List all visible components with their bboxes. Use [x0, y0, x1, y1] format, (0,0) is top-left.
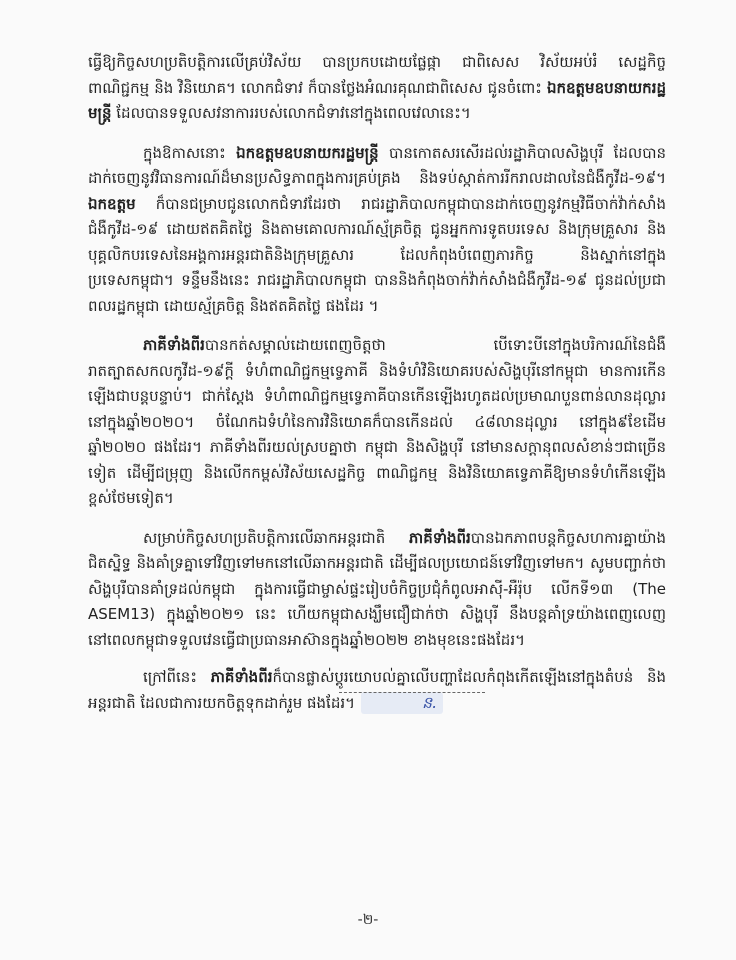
paragraph-5 — [88, 665, 666, 716]
text-run: ក្រៅពីនេះ — [143, 668, 211, 686]
text-run: ក៏បានផ្លាស់ប្តូរយោបល់គ្នាលើបញ្ហាដែលកំពុងកើតឡើងនៅក្នុងតំបន់ និងអន្តរជាតិ ដែលជាការយកចិត្តទុកដាក់រួម ផងដែរ។ — [88, 668, 666, 712]
text-run: ក៏បានជម្រាបជូនលោកជំទាវដែរថា រាជរដ្ឋាភិបាលកម្ពុជាបានដាក់ចេញនូវកម្មវិធីចាក់វ៉ាក់សាំងជំងឺកូវីដ-១៩ ដោយឥតគិតថ្លៃ និងតាមគោលការណ៍ស្ម័គ្រចិត្ត ជូនអ្នកការទូតបរទេស និងក្រុមគ្រួសារ និងបុគ្គលិកបរទេសនៃអង្គការអន្តរជាតិនិងក្រុមគ្រួសារ ដែលកំពុងបំពេញភារកិច្ច និងស្នាក់នៅក្នុងប្រទេសកម្ពុជា។ ទន្ទឹមនឹងនេះ រាជរដ្ឋាភិបាលកម្ពុជា បាននិងកំពុងចាក់វ៉ាក់សាំងជំងឺកូវីដ-១៩ ជូនដល់ប្រជាពលរដ្ឋកម្ពុជា ដោយស្ម័គ្រចិត្ត និងឥតគិតថ្លៃ ផងដែរ ។ — [88, 194, 666, 315]
text-run: ធ្វើឱ្យកិច្ចសហប្រតិបត្តិការលើគ្រប់វិស័យ បានប្រកបដោយផ្លែផ្កា ជាពិសេស វិស័យអប់រំ សេដ្ឋកិច្ច ពាណិជ្ជកម្ម និង វិនិយោគ។ លោកជំទាវ ក៏បានថ្លែងអំណរគុណជាពិសេស ជូនចំពោះ — [88, 53, 666, 97]
paragraph-4 — [88, 526, 666, 654]
text-run: ក្នុងឱកាសនោះ — [143, 143, 237, 162]
text-run: បានកោតសរសើរដល់រដ្ឋាភិបាលសិង្ហបុរី ដែលបានដាក់ចេញនូវវិធានការណ៍ដ៏មានប្រសិទ្ធភាពក្នុងការគ្រប់គ្រង និងទប់ស្កាត់ការរីករាលដាលនៃជំងឺកូវីដ-១៩។ — [88, 143, 666, 187]
bold-phrase: ឯកឧត្តមឧបនាយករដ្ឋមន្ត្រី — [236, 143, 379, 162]
bold-phrase: ភាគីទាំងពីរ — [210, 668, 273, 686]
page-number: -២- — [357, 912, 379, 928]
document-body — [88, 50, 666, 734]
text-run: សម្រាប់កិច្ចសហប្រតិបត្តិការលើឆាកអន្តរជាតិ — [143, 528, 409, 547]
paragraph-1 — [88, 50, 666, 127]
paragraph-2 — [88, 141, 666, 320]
bold-phrase: ភាគីទាំងពីរ — [408, 528, 471, 547]
paragraph-3 — [88, 333, 666, 512]
text-run: ដែលបានទទួលសវនាការរបស់លោកជំទាវនៅក្នុងពេលវេលានេះ។ — [111, 104, 471, 122]
bold-phrase: ឯកឧត្តម — [88, 194, 136, 213]
section-divider — [339, 692, 485, 693]
text-run: បានឯកភាពបន្តកិច្ចសហការគ្នាយ៉ាងជិតស្និទ្ធ និងគាំទ្រគ្នាទៅវិញទៅមកនៅលើឆាកអន្តរជាតិ ដើម្បីផលប្រយោជន៍ទៅវិញទៅមក។ សូមបញ្ជាក់ថា សិង្ហបុរីបានគាំទ្រដល់កម្ពុជា ក្នុងការធ្វើជាម្ចាស់ផ្ទះរៀបចំកិច្ចប្រជុំកំពូលអាស៊ី-អឺរ៉ុប លើកទី១៣ (The ASEM13) ក្នុងឆ្នាំ២០២១ នេះ ហើយកម្ពុជាសង្ឃឹមជឿជាក់ថា សិង្ហបុរី នឹងបន្តគាំទ្រយ៉ាងពេញលេញ នៅពេលកម្ពុជាទទួលវេនធ្វើជាប្រធានអាស៊ានក្នុងឆ្នាំ២០២២ ខាងមុខនេះផងដែរ។ — [88, 528, 666, 649]
handwritten-initial: ន. — [361, 692, 443, 714]
bold-phrase: ភាគីទាំងពីរ — [143, 336, 205, 354]
bold-phrase: ឯកឧត្តមឧបនាយករដ្ឋមន្ត្រី — [88, 78, 666, 122]
text-run: បានកត់សម្គាល់ដោយពេញចិត្តថា បើទោះបីនៅក្នុងបរិការណ៍នៃជំងឺរាតត្បាតសកលកូវីដ-១៩ក្តី ទំហំពាណិជ្ជកម្មទ្វេភាគី និងទំហំវិនិយោគរបស់សិង្ហបុរីនៅកម្ពុជា មានការកើនឡើងជាបន្តបន្ទាប់។ ជាក់ស្តែង ទំហំពាណិជ្ជកម្មទ្វេភាគីបានកើនឡើងរហូតដល់ប្រមាណបួនពាន់លានដុល្លារ នៅក្នុងឆ្នាំ២០២០។ ចំណែកឯទំហំនៃការវិនិយោគក៏បានកើនដល់ ៤៨លានដុល្លារ នៅក្នុង៩ខែដើមឆ្នាំ២០២០ ផងដែរ។ ភាគីទាំងពីរយល់ស្របគ្នាថា កម្ពុជា និងសិង្ហបុរី នៅមានសក្តានុពលសំខាន់ៗជាច្រើនទៀត ដើម្បីជម្រុញ និងលើកកម្ពស់វិស័យសេដ្ឋកិច្ច ពាណិជ្ជកម្ម និងវិនិយោគទ្វេភាគីឱ្យមានទំហំកើនឡើងខ្ពស់ថែមទៀត។ — [88, 336, 666, 507]
